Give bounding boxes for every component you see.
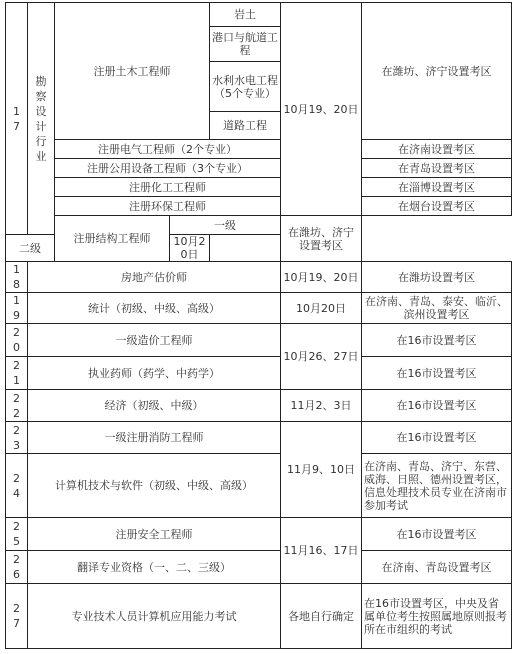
exam-name: 注册结构工程师 (55, 216, 170, 262)
row-number: 19 (6, 293, 28, 324)
row-number: 21 (6, 357, 28, 390)
exam-level: 一级 (170, 216, 281, 235)
row-number: 20 (6, 324, 28, 357)
row-number: 22 (6, 390, 28, 422)
exam-name: 经济（初级、中级） (28, 390, 281, 422)
exam-region: 在潍坊、济宁设置考区 (281, 216, 362, 262)
exam-schedule-table (5, 2, 512, 649)
table-row (6, 454, 512, 518)
table-row (6, 518, 512, 551)
table-row (6, 216, 512, 235)
row-number: 24 (6, 454, 28, 518)
specialty-name: 港口与航道工程 (210, 27, 281, 62)
exam-name: 专业技术人员计算机应用能力考试 (28, 584, 281, 649)
table-row (6, 293, 512, 324)
exam-region: 在潍坊、济宁设置考区 (362, 3, 512, 140)
specialty-name: 岩土 (210, 3, 281, 27)
table-row (6, 324, 512, 357)
exam-region: 在16市设置考区 (362, 357, 512, 390)
row-number: 18 (6, 262, 28, 293)
row-number: 25 (6, 518, 28, 551)
exam-date: 各地自行确定 (281, 584, 362, 649)
exam-region: 在济南、青岛、泰安、临沂、滨州设置考区 (362, 293, 512, 324)
specialty-name: 道路工程 (210, 112, 281, 140)
exam-region: 在济南、青岛设置考区 (362, 551, 512, 584)
table-row (6, 159, 512, 178)
table-row (6, 357, 512, 390)
exam-region: 在烟台设置考区 (362, 197, 512, 216)
exam-date: 11月2、3日 (281, 390, 362, 422)
exam-region: 在潍坊设置考区 (362, 262, 512, 293)
specialty-name: 水利水电工程（5个专业） (210, 62, 281, 112)
exam-date: 10月20日 (281, 293, 362, 324)
exam-name: 房地产估价师 (28, 262, 281, 293)
table-row (6, 197, 512, 216)
industry-category: 勘察设计行业 (28, 3, 55, 235)
table-row (6, 390, 512, 422)
exam-date: 10月26、27日 (281, 324, 362, 390)
exam-region: 在青岛设置考区 (362, 159, 512, 178)
table-row (6, 584, 512, 649)
exam-name: 注册电气工程师（2个专业） (55, 140, 281, 159)
exam-region: 在济南设置考区 (362, 140, 512, 159)
exam-date: 10月19、20日 (281, 262, 362, 293)
exam-name: 注册安全工程师 (28, 518, 281, 551)
row-number: 23 (6, 422, 28, 454)
exam-name: 统计（初级、中级、高级） (28, 293, 281, 324)
table-row (6, 422, 512, 454)
exam-region: 在16市设置考区 (362, 324, 512, 357)
exam-date: 11月9、10日 (281, 422, 362, 518)
exam-name: 一级注册消防工程师 (28, 422, 281, 454)
exam-date: 11月16、17日 (281, 518, 362, 584)
exam-name: 注册环保工程师 (55, 197, 281, 216)
table-row (6, 262, 512, 293)
exam-name: 计算机技术与软件（初级、中级、高级） (28, 454, 281, 518)
exam-date: 10月19、20日 (281, 3, 362, 216)
exam-name: 一级造价工程师 (28, 324, 281, 357)
exam-region: 在淄博设置考区 (362, 178, 512, 197)
exam-name: 注册公用设备工程师（3个专业） (55, 159, 281, 178)
exam-region: 在济南、青岛、济宁、东营、威海、日照、德州设置考区，信息处理技术员专业在济南市参加考试 (362, 454, 512, 518)
exam-name: 翻译专业资格（一、二、三级） (28, 551, 281, 584)
exam-region: 在16市设置考区 (362, 390, 512, 422)
row-number: 26 (6, 551, 28, 584)
exam-region: 在16市设置考区，中央及省属单位考生按照属地原则报考所在市组织的考试 (362, 584, 512, 649)
exam-date: 10月20日 (170, 235, 210, 262)
row-number: 27 (6, 584, 28, 649)
exam-region: 在16市设置考区 (362, 422, 512, 454)
exam-region: 在16市设置考区 (362, 518, 512, 551)
table-row (6, 140, 512, 159)
exam-name: 注册化工工程师 (55, 178, 281, 197)
exam-level: 二级 (6, 235, 55, 262)
exam-name: 执业药师（药学、中药学） (28, 357, 281, 390)
table-row (6, 178, 512, 197)
table-row (6, 3, 512, 27)
exam-name: 注册土木工程师 (55, 3, 210, 140)
table-row (6, 551, 512, 584)
row-number: 17 (6, 3, 28, 235)
